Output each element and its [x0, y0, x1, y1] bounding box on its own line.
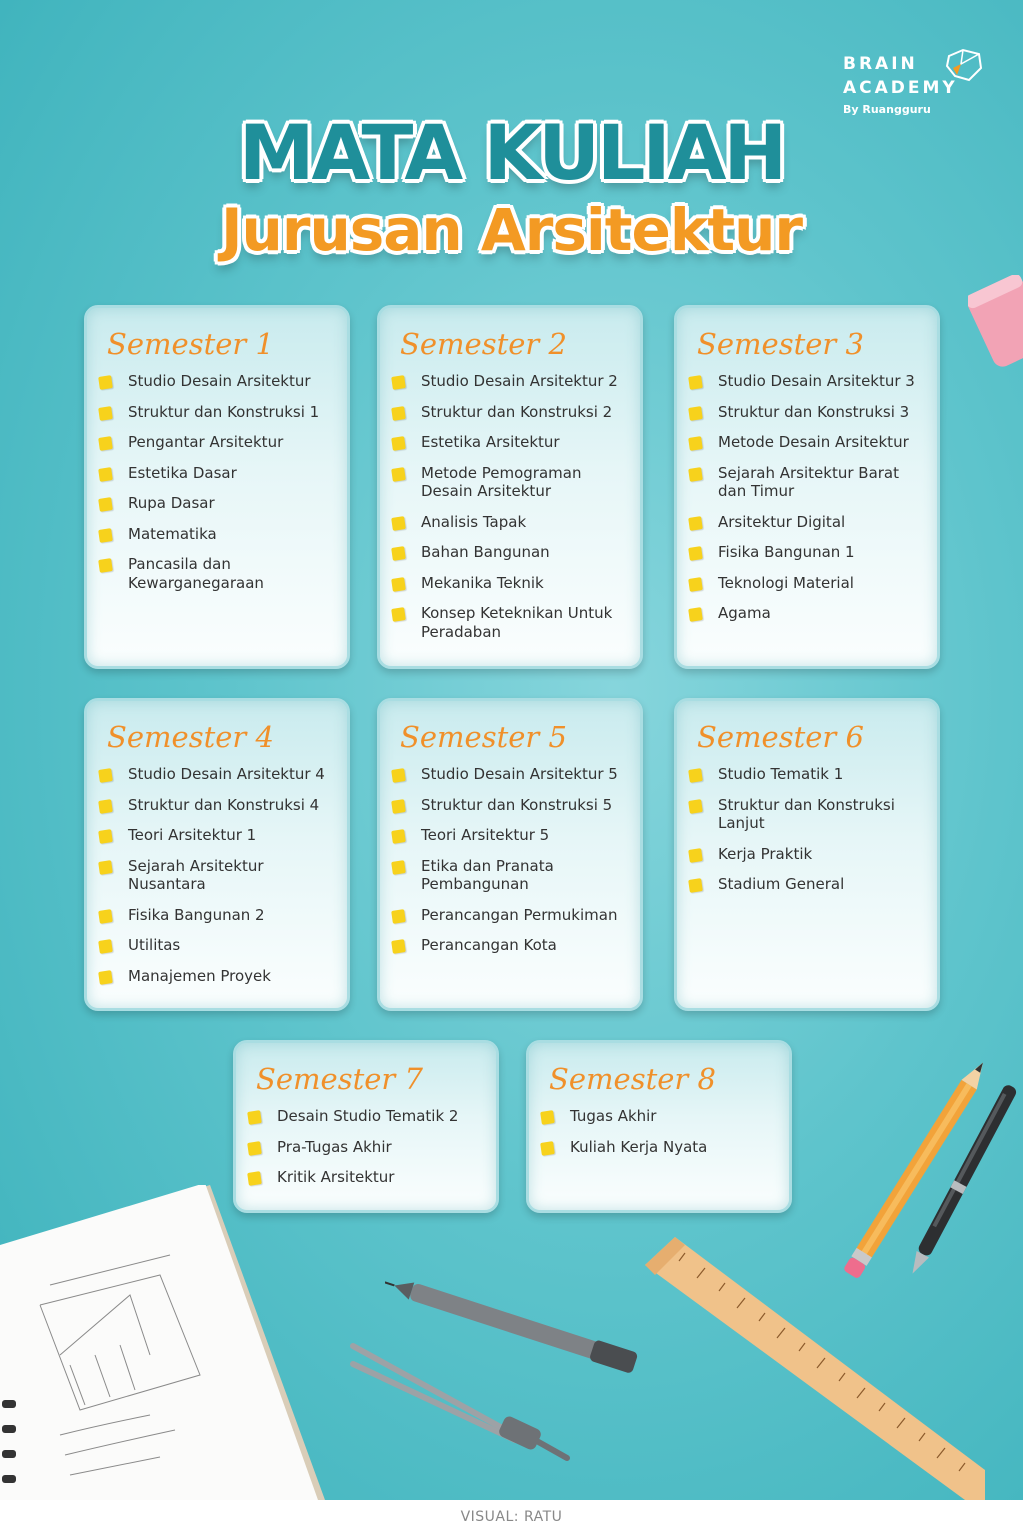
list-item: Etika dan Pranata Pembangunan — [392, 857, 626, 894]
list-item: Estetika Dasar — [99, 464, 333, 483]
sticky-note-bullet-icon — [391, 909, 406, 924]
course-list — [99, 372, 333, 592]
sticky-note-bullet-icon — [98, 528, 113, 543]
sticky-note-bullet-icon — [391, 860, 406, 875]
list-item: Kerja Praktik — [689, 845, 923, 864]
course-list — [248, 1107, 482, 1187]
list-item: Utilitas — [99, 936, 333, 955]
list-item: Studio Desain Arsitektur 4 — [99, 765, 333, 784]
semester-card-8 — [526, 1040, 792, 1213]
logo-tagline: By Ruangguru — [843, 103, 931, 116]
sticky-note-bullet-icon — [391, 829, 406, 844]
sticky-note-bullet-icon — [391, 546, 406, 561]
sticky-note-bullet-icon — [98, 436, 113, 451]
sticky-note-bullet-icon — [247, 1141, 262, 1156]
sticky-note-bullet-icon — [98, 558, 113, 573]
list-item: Estetika Arsitektur — [392, 433, 626, 452]
list-item: Studio Desain Arsitektur 5 — [392, 765, 626, 784]
sticky-note-bullet-icon — [391, 799, 406, 814]
list-item: Rupa Dasar — [99, 494, 333, 513]
semester-title: Semester 2 — [400, 327, 567, 361]
sticky-note-bullet-icon — [391, 939, 406, 954]
list-item: Sejarah Arsitektur Barat dan Timur — [689, 464, 923, 501]
sticky-note-bullet-icon — [688, 607, 703, 622]
list-item: Stadium General — [689, 875, 923, 894]
sketchbook-icon — [0, 1185, 330, 1500]
list-item: Tugas Akhir — [541, 1107, 775, 1126]
list-item: Mekanika Teknik — [392, 574, 626, 593]
course-list — [689, 372, 923, 623]
sticky-note-bullet-icon — [391, 768, 406, 783]
list-item: Pancasila dan Kewarganegaraan — [99, 555, 333, 592]
sticky-note-bullet-icon — [247, 1110, 262, 1125]
course-list — [392, 372, 626, 641]
list-item: Teori Arsitektur 1 — [99, 826, 333, 845]
course-list — [392, 765, 626, 955]
sticky-note-bullet-icon — [688, 546, 703, 561]
course-list — [689, 765, 923, 894]
brain-geometric-icon — [943, 48, 983, 82]
sticky-note-bullet-icon — [688, 467, 703, 482]
list-item: Perancangan Kota — [392, 936, 626, 955]
semester-title: Semester 1 — [107, 327, 274, 361]
sticky-note-bullet-icon — [98, 909, 113, 924]
sticky-note-bullet-icon — [688, 799, 703, 814]
sticky-note-bullet-icon — [98, 939, 113, 954]
list-item: Struktur dan Konstruksi 3 — [689, 403, 923, 422]
compass-icon — [345, 1340, 575, 1470]
semester-card-5 — [377, 698, 643, 1011]
sticky-note-bullet-icon — [98, 860, 113, 875]
sticky-note-bullet-icon — [688, 577, 703, 592]
logo-line-brain: BRAIN — [843, 54, 918, 74]
list-item: Fisika Bangunan 1 — [689, 543, 923, 562]
logo-line-academy: ACADEMY — [843, 78, 958, 98]
list-item: Konsep Keteknikan Untuk Peradaban — [392, 604, 626, 641]
list-item: Agama — [689, 604, 923, 623]
list-item: Studio Desain Arsitektur 3 — [689, 372, 923, 391]
list-item: Studio Desain Arsitektur — [99, 372, 333, 391]
semester-title: Semester 5 — [400, 720, 567, 754]
semester-title: Semester 7 — [256, 1062, 423, 1096]
list-item: Sejarah Arsitektur Nusantara — [99, 857, 333, 894]
list-item: Studio Tematik 1 — [689, 765, 923, 784]
page-title: MATA KULIAH — [238, 108, 785, 197]
sticky-note-bullet-icon — [247, 1171, 262, 1186]
list-item: Teori Arsitektur 5 — [392, 826, 626, 845]
sticky-note-bullet-icon — [391, 516, 406, 531]
footer-credit: VISUAL: RATU — [0, 1500, 1023, 1534]
sticky-note-bullet-icon — [98, 406, 113, 421]
sticky-note-bullet-icon — [98, 829, 113, 844]
semester-title: Semester 4 — [107, 720, 274, 754]
list-item: Bahan Bangunan — [392, 543, 626, 562]
sticky-note-bullet-icon — [98, 467, 113, 482]
sticky-note-bullet-icon — [688, 375, 703, 390]
sticky-note-bullet-icon — [688, 878, 703, 893]
sticky-note-bullet-icon — [688, 436, 703, 451]
sticky-note-bullet-icon — [688, 768, 703, 783]
list-item: Kritik Arsitektur — [248, 1168, 482, 1187]
sticky-note-bullet-icon — [391, 406, 406, 421]
list-item: Studio Desain Arsitektur 2 — [392, 372, 626, 391]
semester-title: Semester 6 — [697, 720, 864, 754]
list-item: Manajemen Proyek — [99, 967, 333, 986]
list-item: Struktur dan Konstruksi 2 — [392, 403, 626, 422]
semester-card-4 — [84, 698, 350, 1011]
course-list — [541, 1107, 775, 1156]
list-item: Metode Desain Arsitektur — [689, 433, 923, 452]
eraser-icon — [968, 275, 1023, 375]
sticky-note-bullet-icon — [98, 768, 113, 783]
list-item: Struktur dan Konstruksi 1 — [99, 403, 333, 422]
sticky-note-bullet-icon — [688, 516, 703, 531]
list-item: Pra-Tugas Akhir — [248, 1138, 482, 1157]
list-item: Teknologi Material — [689, 574, 923, 593]
semester-title: Semester 8 — [549, 1062, 716, 1096]
list-item: Metode Pemograman Desain Arsitektur — [392, 464, 626, 501]
list-item: Analisis Tapak — [392, 513, 626, 532]
list-item: Struktur dan Konstruksi 5 — [392, 796, 626, 815]
sticky-note-bullet-icon — [688, 406, 703, 421]
sticky-note-bullet-icon — [540, 1110, 555, 1125]
semester-title: Semester 3 — [697, 327, 864, 361]
sticky-note-bullet-icon — [98, 497, 113, 512]
list-item: Desain Studio Tematik 2 — [248, 1107, 482, 1126]
list-item: Kuliah Kerja Nyata — [541, 1138, 775, 1157]
list-item: Struktur dan Konstruksi Lanjut — [689, 796, 923, 833]
sticky-note-bullet-icon — [98, 799, 113, 814]
course-list — [99, 765, 333, 985]
semester-card-3 — [674, 305, 940, 669]
sticky-note-bullet-icon — [540, 1141, 555, 1156]
semester-card-7 — [233, 1040, 499, 1213]
sticky-note-bullet-icon — [688, 848, 703, 863]
list-item: Fisika Bangunan 2 — [99, 906, 333, 925]
sticky-note-bullet-icon — [98, 375, 113, 390]
semester-card-1 — [84, 305, 350, 669]
sticky-note-bullet-icon — [391, 607, 406, 622]
sticky-note-bullet-icon — [391, 375, 406, 390]
semester-card-6 — [674, 698, 940, 1011]
list-item: Arsitektur Digital — [689, 513, 923, 532]
list-item: Pengantar Arsitektur — [99, 433, 333, 452]
pen-icon — [905, 1065, 1023, 1290]
sticky-note-bullet-icon — [391, 467, 406, 482]
sticky-note-bullet-icon — [98, 970, 113, 985]
sticky-note-bullet-icon — [391, 577, 406, 592]
sticky-note-bullet-icon — [391, 436, 406, 451]
list-item: Perancangan Permukiman — [392, 906, 626, 925]
page-subtitle: Jurusan Arsitektur — [220, 196, 803, 264]
list-item: Struktur dan Konstruksi 4 — [99, 796, 333, 815]
list-item: Matematika — [99, 525, 333, 544]
semester-card-2 — [377, 305, 643, 669]
